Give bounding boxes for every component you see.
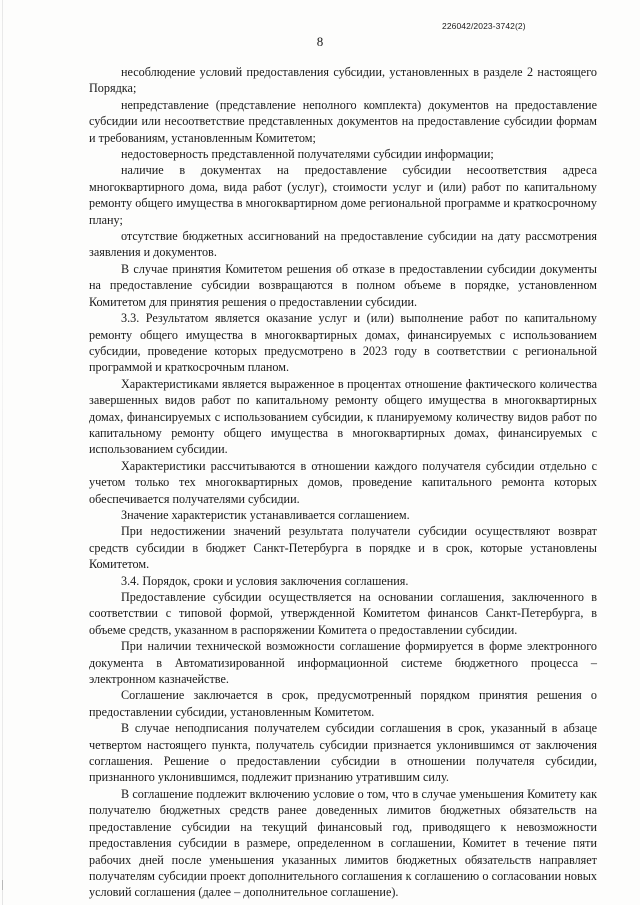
paragraph: непредставление (представление неполного комплекта) документов на предоставление субсидии или несоответствие представленных документов на предоставление субсидии формам и требованиям, установленным Комитетом; <box>89 97 597 145</box>
paragraph: Характеристики рассчитываются в отношении каждого получателя субсидии отдельно с учетом только тех многоквартирных домов, проведение капитального ремонта которых обеспечивается получателями субсидии. <box>89 458 597 506</box>
scan-mark <box>2 880 9 890</box>
paragraph: 3.3. Результатом является оказание услуг и (или) выполнение работ по капитальному ремонту общего имущества в многоквартирных домах, финансируемых с использованием субсидии, проведение которых предусмотрено в 2023 году в соответствии с региональной программой и краткосрочным планом. <box>89 311 597 375</box>
paragraph: несоблюдение условий предоставления субсидии, установленных в разделе 2 настоящего Порядка; <box>89 65 597 96</box>
paragraph: При недостижении значений результата получатели субсидии осуществляют возврат средств субсидии в бюджет Санкт-Петербурга в порядке и в срок, которые установлены Комитетом. <box>89 524 597 572</box>
document-id: 226042/2023-3742(2) <box>442 21 526 31</box>
paragraph: При наличии технической возможности соглашение формируется в форме электронного документа в Автоматизированной информационной системе бюджетного процесса – электронном казначействе. <box>89 639 597 687</box>
section-heading: 3.4. Порядок, сроки и условия заключения соглашения. <box>121 573 409 588</box>
paragraph: недостоверность представленной получателями субсидии информации; <box>121 147 494 162</box>
paragraph: Значение характеристик устанавливается соглашением. <box>121 507 410 522</box>
paragraph: отсутствие бюджетных ассигнований на предоставление субсидии на дату рассмотрения заявления и документов. <box>89 229 597 260</box>
paragraph: Предоставление субсидии осуществляется на основании соглашения, заключенного в соответствии с типовой формой, утвержденной Комитетом финансов Санкт-Петербурга, в объеме средств, указанном в распоряжении Комитета о предоставлении субсидии. <box>89 590 597 637</box>
paragraph: Характеристиками является выраженное в процентах отношение фактического количества завершенных видов работ по капитальному ремонту общего имущества в многоквартирных домах, финансируемых с использованием субсидии, к планируемому количеству видов работ по капитальному ремонту общего имущества в многоквартирных домах, финансируемых с использованием субсидии. <box>89 376 597 457</box>
paragraph: В случае неподписания получателем субсидии соглашения в срок, указанный в абзаце четвертом настоящего пункта, получатель субсидии признается уклонившимся от заключения соглашения. Решение о предоставлении субсидии в отношении получателя субсидии, признанного уклонившимся, подлежит признанию утратившим силу. <box>89 721 597 785</box>
paragraph: Соглашение заключается в срок, предусмотренный порядком принятия решения о предоставлении субсидии, установленным Комитетом. <box>89 688 597 719</box>
document-body <box>89 64 597 901</box>
paragraph: В соглашение подлежит включению условие о том, что в случае уменьшения Комитету как получателю бюджетных средств ранее доведенных лимитов бюджетных обязательств на предоставление субсидии на текущий финансовый год, приводящего к невозможности предоставления субсидии в размере, определенном в соглашении, Комитет в течение пяти рабочих дней после уменьшения указанных лимитов бюджетных обязательств направляет получателям субсидии проект дополнительного соглашения к соглашению о согласовании новых условий соглашения (далее – дополнительное соглашение). <box>89 786 597 900</box>
page-number: 8 <box>316 34 324 49</box>
paragraph: В случае принятия Комитетом решения об отказе в предоставлении субсидии документы на предоставление субсидии возвращаются в полном объеме в порядке, установленном Комитетом для принятия решения о предоставлении субсидии. <box>89 261 597 309</box>
paragraph: наличие в документах на предоставление субсидии несоответствия адреса многоквартирного дома, вида работ (услуг), стоимости услуг и (или) работ по капитальному ремонту общего имущества в многоквартирном доме региональной программе и краткосрочному плану; <box>89 163 597 227</box>
scan-edge <box>2 0 3 905</box>
